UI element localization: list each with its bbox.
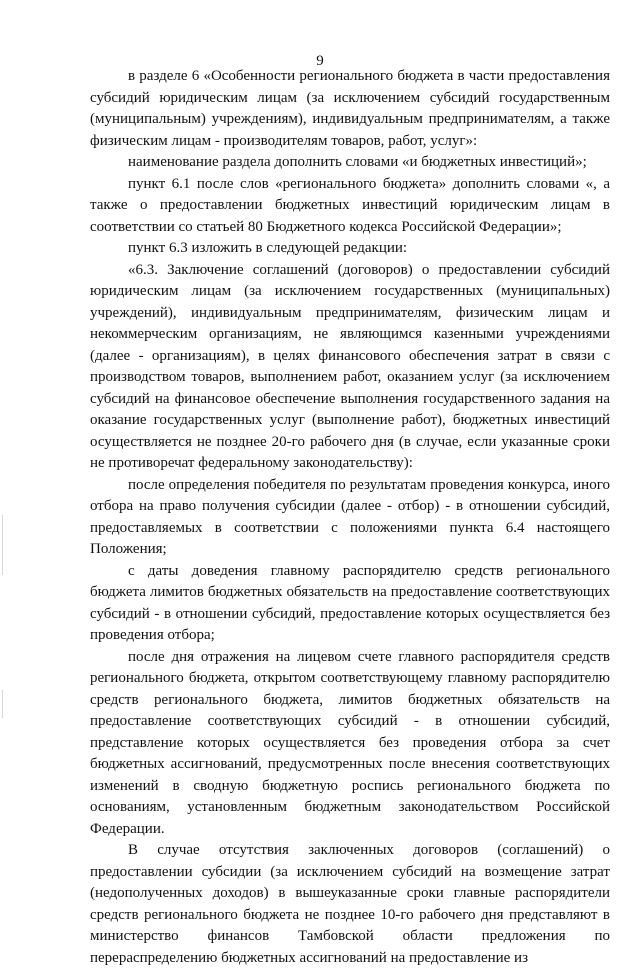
- paragraph: в разделе 6 «Особенности регионального бюджета в части предоставления субсидий юридическим лицам (за исключением субсидий государственным (муниципальным) учреждениям), индивидуальным предпринимателям, а также физическим лицам - производителям товаров, работ, услуг»:: [90, 68, 610, 149]
- scan-edge-mark: [2, 690, 3, 718]
- page-number: 9: [316, 53, 324, 69]
- scan-edge-mark: [2, 515, 3, 575]
- paragraph: пункт 6.3 изложить в следующей редакции:: [128, 240, 408, 256]
- document-body: [90, 66, 610, 969]
- paragraph: В случае отсутствия заключенных договоров (соглашений) о предоставлении субсидии (за исключением субсидий на возмещение затрат (недополученных доходов) в вышеуказанные сроки главные распорядители средств регионального бюджета не позднее 10-го рабочего дня представляют в министерство финансов Тамбовской области предложения по перераспределению бюджетных ассигнований на предоставление из: [90, 842, 610, 966]
- paragraph: пункт 6.1 после слов «регионального бюджета» дополнить словами «, а также о предоставлении бюджетных инвестиций юридическим лицам в соответствии со статьей 80 Бюджетного кодекса Российской Федерации»;: [90, 175, 610, 235]
- paragraph: «6.3. Заключение соглашений (договоров) о предоставлении субсидий юридическим лицам (за исключением государственных (муниципальных) учреждений), индивидуальным предпринимателям, физическим лицам и некоммерческим организациям, не являющимся казенными учреждениями (далее - организациям), в целях финансового обеспечения затрат в связи с производством товаров, выполнением работ, оказанием услуг (за исключением субсидий на финансовое обеспечение выполнения государственного задания на оказание государственных услуг (выполнение работ), бюджетных инвестиций осуществляется не позднее 20-го рабочего дня (в случае, если указанные сроки не противоречат федеральному законодательству):: [90, 261, 610, 471]
- paragraph: после дня отражения на лицевом счете главного распорядителя средств регионального бюджета, открытом соответствующему главному распорядителю средств регионального бюджета, лимитов бюджетных обязательств на предоставление соответствующих субсидий - в отношении субсидий, представление которых осуществляется без проведения отбора за счет бюджетных ассигнований, предусмотренных после внесения соответствующих изменений в сводную бюджетную роспись регионального бюджета по основаниям, установленным бюджетным законодательством Российской Федерации.: [90, 648, 610, 837]
- paragraph: с даты доведения главному распорядителю средств регионального бюджета лимитов бюджетных обязательств на предоставление соответствующих субсидий - в отношении субсидий, предоставление которых осуществляется без проведения отбора;: [90, 562, 610, 643]
- paragraph: после определения победителя по результатам проведения конкурса, иного отбора на право получения субсидии (далее - отбор) - в отношении субсидий, предоставляемых в соответствии с положениями пункта 6.4 настоящего Положения;: [90, 476, 610, 557]
- paragraph: наименование раздела дополнить словами «и бюджетных инвестиций»;: [128, 154, 587, 170]
